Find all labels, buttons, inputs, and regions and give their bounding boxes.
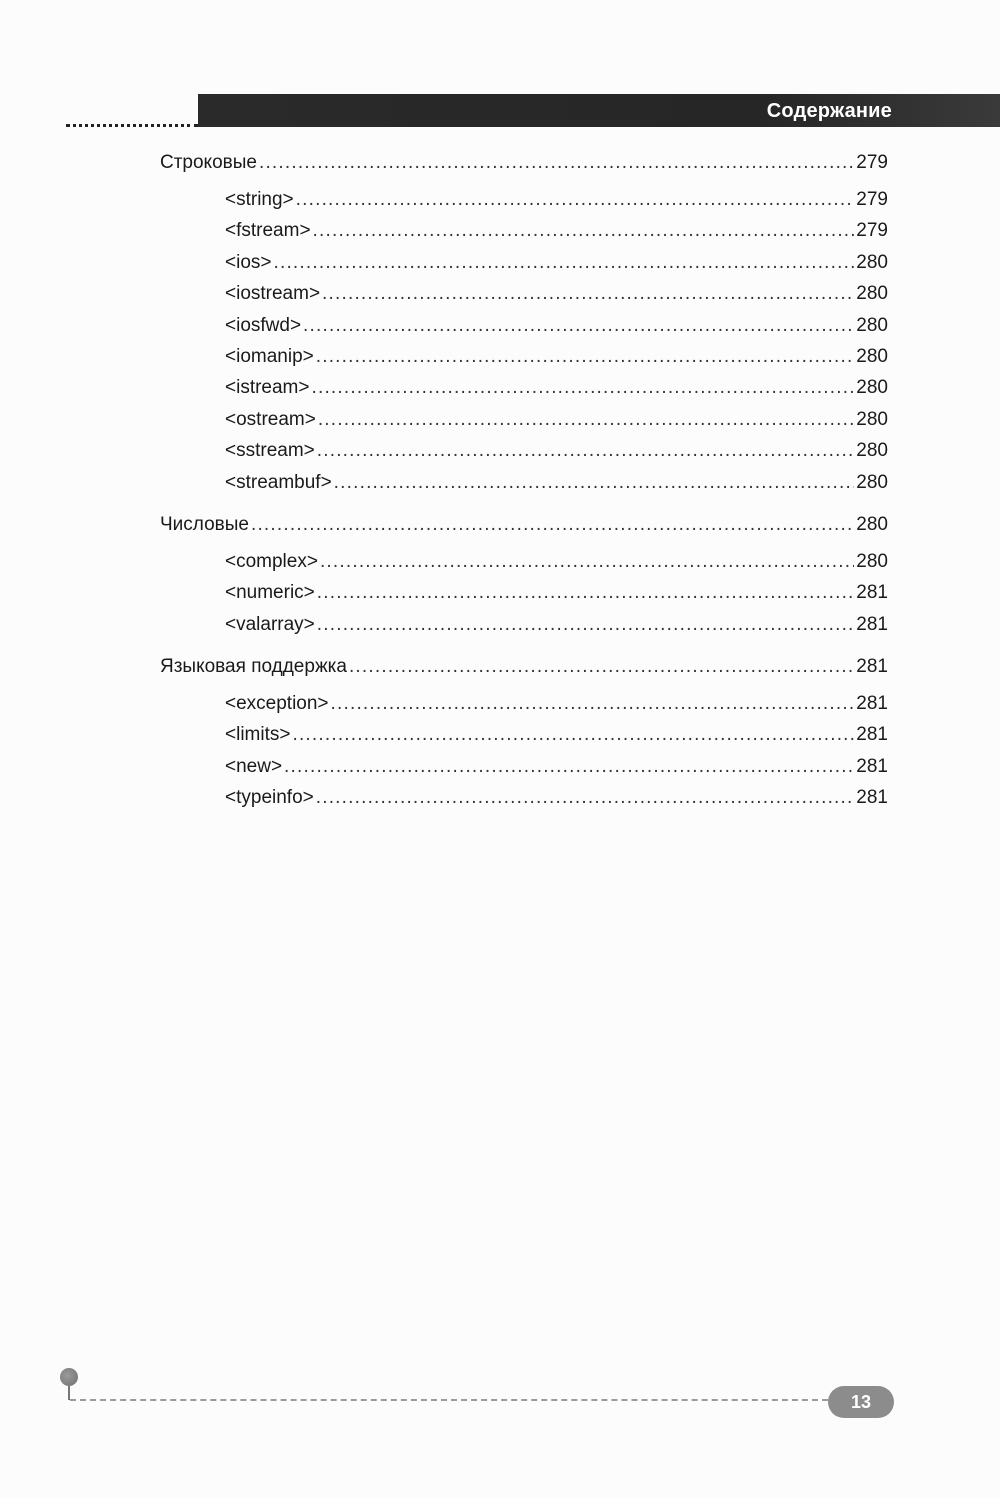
header-title: Содержание (766, 100, 892, 122)
toc-entry-label: <iosfwd> (225, 314, 302, 336)
toc-entry-label: <iostream> (225, 283, 321, 305)
toc-entry (160, 719, 888, 750)
toc-leader-dots (322, 278, 854, 309)
toc-leader-dots (318, 404, 854, 435)
toc-entry (160, 404, 888, 435)
toc-entry-page: 279 (856, 220, 888, 242)
toc-leader-dots (296, 184, 855, 215)
header-bar (198, 94, 1000, 127)
toc-leader-dots (320, 546, 854, 577)
toc-entry-label: <new> (225, 755, 283, 777)
toc-leader-dots (284, 751, 854, 782)
toc-entry (160, 278, 888, 309)
toc-section-heading (160, 650, 888, 683)
footer-bullet-stem (68, 1386, 70, 1400)
toc-leader-dots (317, 609, 855, 640)
toc-entry-page: 279 (856, 152, 888, 173)
toc-entry-page: 280 (856, 251, 888, 273)
toc-entry (160, 782, 888, 813)
toc-entry-label: <numeric> (225, 582, 315, 604)
toc-entry-page: 281 (856, 693, 888, 715)
toc-entry-label: Языковая поддержка (160, 656, 347, 678)
toc-entry-label: <istream> (225, 377, 310, 399)
toc-leader-dots (251, 508, 854, 541)
toc-entry (160, 609, 888, 640)
toc-entry-page: 280 (856, 345, 888, 367)
toc-entry-label: <complex> (225, 550, 318, 572)
toc-entry-label: Строковые (160, 152, 257, 173)
toc-entry (160, 688, 888, 719)
toc-leader-dots (311, 372, 854, 403)
toc-entry-page: 280 (856, 283, 888, 305)
footer-bullet-icon (60, 1368, 78, 1386)
toc-leader-dots (349, 650, 854, 683)
toc-entry (160, 467, 888, 498)
toc-leader-dots (317, 577, 855, 608)
toc-entry-page: 281 (856, 613, 888, 635)
toc-entry-label: <typeinfo> (225, 787, 314, 809)
footer-dotted-rule (70, 1399, 828, 1401)
toc-entry (160, 215, 888, 246)
toc-leader-dots (317, 435, 855, 466)
toc-leader-dots (313, 215, 855, 246)
toc-section-heading (160, 508, 888, 541)
toc-entry-page: 279 (856, 189, 888, 210)
toc-leader-dots (316, 341, 855, 372)
toc-entry-label: Числовые (160, 513, 249, 535)
table-of-contents (160, 146, 888, 824)
toc-leader-dots (303, 310, 854, 341)
toc-entry-label: <valarray> (225, 613, 315, 635)
toc-entry-label: <sstream> (225, 440, 315, 462)
toc-entry-label: <string> (225, 189, 294, 210)
toc-section (160, 146, 888, 498)
toc-entry-page: 280 (856, 550, 888, 572)
toc-entry-page: 280 (856, 314, 888, 336)
toc-leader-dots (334, 467, 855, 498)
toc-entry (160, 577, 888, 608)
toc-leader-dots (259, 146, 854, 179)
toc-entry-label: <streambuf> (225, 471, 332, 493)
toc-entry (160, 184, 888, 215)
toc-entry-page: 281 (856, 582, 888, 604)
toc-leader-dots (316, 782, 855, 813)
toc-section-heading (160, 146, 888, 179)
toc-leader-dots (331, 688, 855, 719)
toc-entry (160, 247, 888, 278)
toc-entry-page: 280 (856, 513, 888, 535)
toc-section (160, 650, 888, 814)
toc-entry-label: <iomanip> (225, 345, 314, 367)
toc-entry-page: 280 (856, 377, 888, 399)
header-dotted-rule (66, 124, 198, 127)
toc-entry-page: 281 (856, 787, 888, 809)
toc-entry-label: <limits> (225, 724, 291, 746)
toc-entry-page: 280 (856, 408, 888, 430)
toc-entry-page: 280 (856, 440, 888, 462)
toc-entry-page: 281 (856, 755, 888, 777)
toc-entry-label: <fstream> (225, 220, 311, 242)
toc-entry-page: 281 (856, 724, 888, 746)
toc-entry (160, 372, 888, 403)
toc-entry-page: 280 (856, 471, 888, 493)
toc-leader-dots (292, 719, 854, 750)
toc-leader-dots (273, 247, 854, 278)
toc-entry (160, 435, 888, 466)
toc-entry-label: <ios> (225, 251, 272, 273)
page-number: 13 (828, 1386, 894, 1418)
toc-entry (160, 341, 888, 372)
toc-section (160, 508, 888, 640)
toc-entry-page: 281 (856, 656, 888, 678)
toc-entry-label: <exception> (225, 693, 329, 715)
toc-entry (160, 751, 888, 782)
toc-entry-label: <ostream> (225, 408, 316, 430)
toc-entry (160, 546, 888, 577)
toc-entry (160, 310, 888, 341)
